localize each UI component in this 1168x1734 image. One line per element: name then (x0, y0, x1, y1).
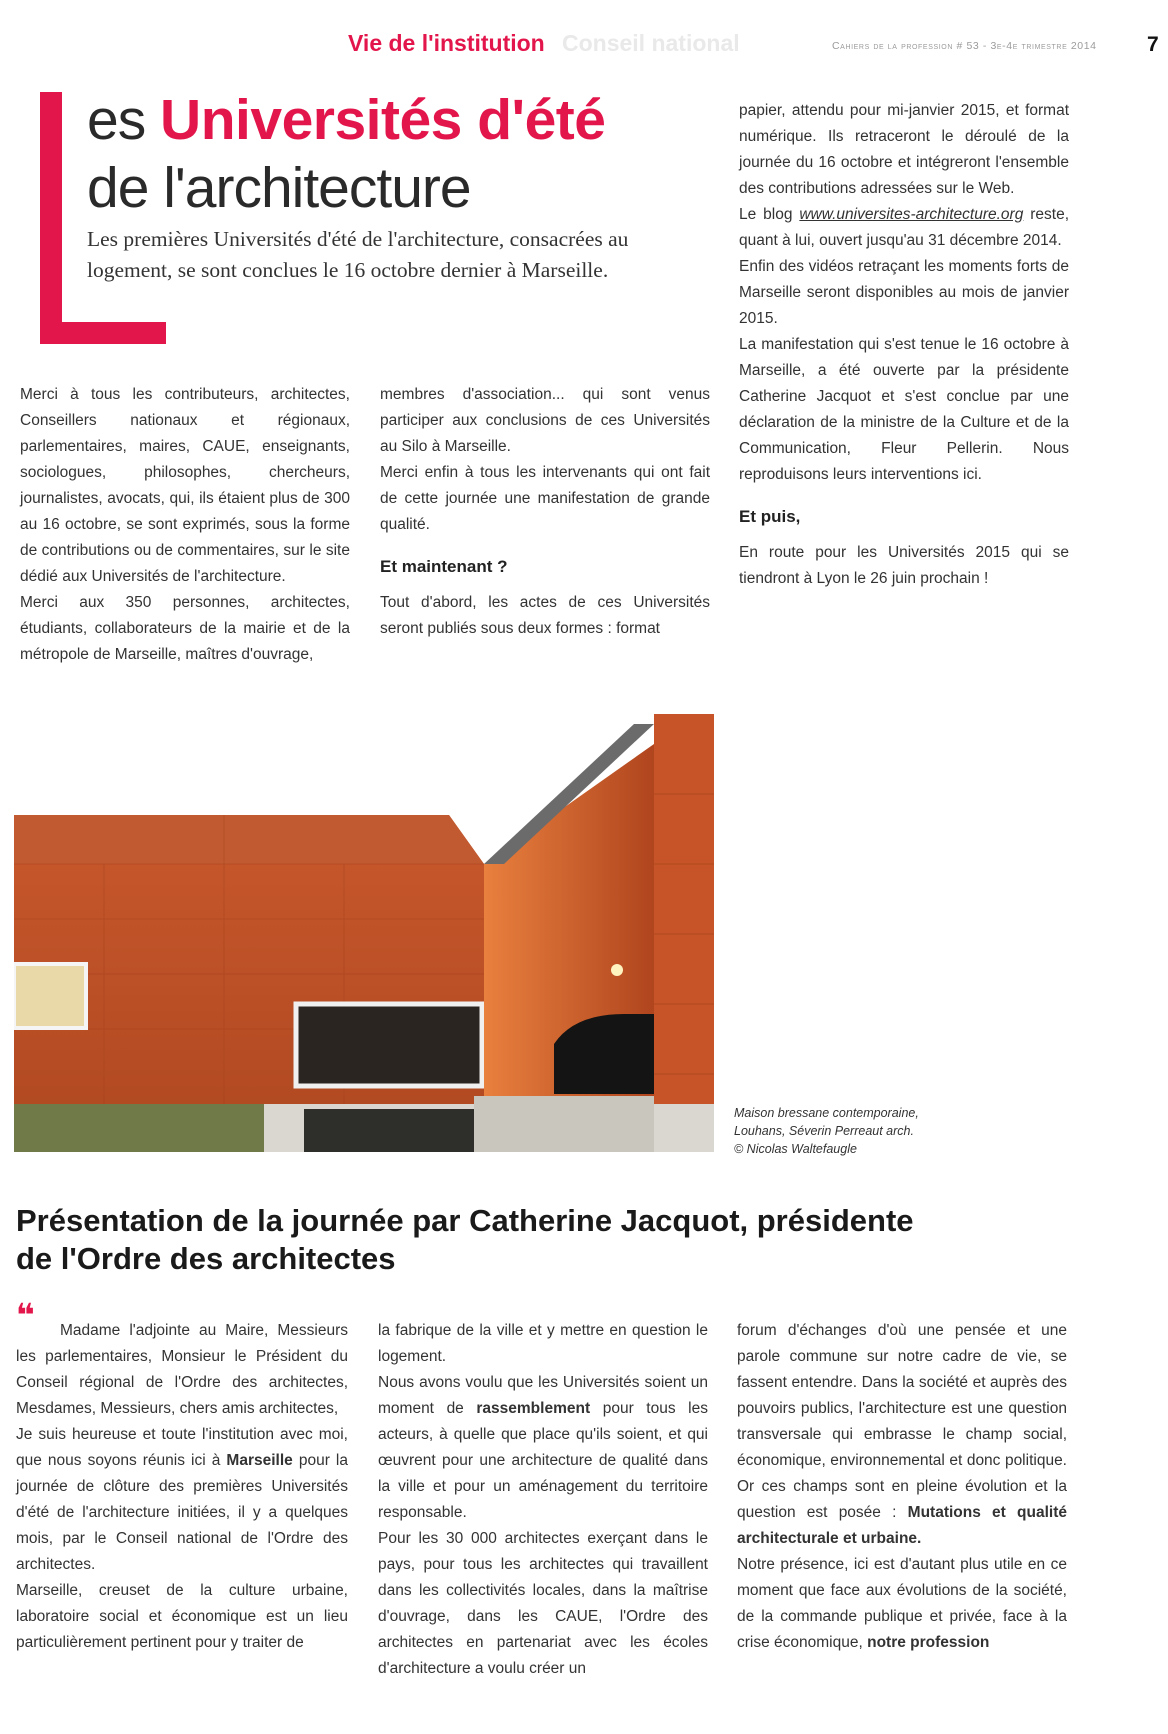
text: reste, quant à lui, ouvert jusqu'au 31 décembre 2014. (739, 206, 1070, 249)
paragraph: Pour les 30 000 architectes exerçant dans le pays, pour tous les architectes qui travaillent dans les collectivités locales, dans la maîtrise d'ouvrage, dans les CAUE, l'Ordre des architectes en partenariat avec les écoles d'architecture a voulu créer un (378, 1530, 708, 1677)
text: Notre présence, ici est d'autant plus utile en ce moment que face aux évolutions de la société, de la commande publique et privée, face à la crise économique, (737, 1556, 1067, 1651)
paragraph: Madame l'adjointe au Maire, Messieurs les parlementaires, Monsieur le Président du Conseil régional de l'Ordre des architectes, Mesdames, Messieurs, chers amis architectes, (16, 1322, 348, 1417)
house-photo (14, 714, 714, 1152)
paragraph: Merci aux 350 personnes, architectes, étudiants, collaborateurs de la mairie et de la métropole de Marseille, maîtres d'ouvrage, (20, 594, 350, 663)
caption-line: Maison bressane contemporaine, (734, 1106, 919, 1120)
article-column-3 (739, 98, 1069, 592)
paragraph: papier, attendu pour mi-janvier 2015, et format numérique. Ils retraceront le déroulé de la journée du 16 octobre et intégreront l'ensemble des contributions adressées sur le Web. (739, 102, 1069, 197)
caption-line: © Nicolas Waltefaugle (734, 1142, 857, 1156)
speech-column-1 (16, 1318, 348, 1656)
section-title: Vie de l'institution (348, 30, 545, 56)
paragraph (737, 1552, 1067, 1656)
article-title-line2: de l'architecture (87, 156, 471, 220)
caption-line: Louhans, Séverin Perreaut arch. (734, 1124, 914, 1138)
paragraph (739, 202, 1069, 254)
speech-column-2 (378, 1318, 708, 1682)
paragraph: En route pour les Universités 2015 qui se tiendront à Lyon le 26 juin prochain ! (739, 544, 1069, 587)
drop-cap-l-horizontal (40, 322, 166, 344)
house-illustration (14, 714, 714, 1152)
section2-title: Présentation de la journée par Catherine Jacquot, présidente de l'Ordre des architectes (16, 1203, 914, 1276)
text: pour tous les acteurs, à quelle que place qu'ils soient, et qui œuvrent pour une architecture de qualité dans la ville et pour un aménagement du territoire responsable. (378, 1400, 708, 1521)
text: forum d'échanges d'où une pensée et une parole commune sur notre cadre de vie, se fassent entendre. Dans la société et auprès des pouvoirs publics, l'architecture est une question transversale qui embrasse le champ social, économique, environnemental et donc politique. Or ces champs sont en pleine évolution et la question est posée : (737, 1322, 1067, 1521)
article-title-line1 (87, 88, 605, 152)
text: pour la journée de clôture des premières Universités d'été de l'architecture initiées, il y a quelques mois, par le Conseil national de l'Ordre des architectes. (16, 1452, 348, 1573)
article-column-1 (20, 382, 350, 668)
subheading-et-maintenant: Et maintenant ? (380, 557, 508, 576)
subheading-et-puis: Et puis, (739, 507, 801, 526)
emphasis: notre profession (867, 1634, 990, 1651)
emphasis: rassemblement (476, 1400, 591, 1417)
title-highlight: Universités d'été (160, 88, 606, 152)
photo-caption (734, 1104, 919, 1158)
text: Le blog (739, 206, 793, 223)
text: Nous avons voulu que les Universités soient un moment de (378, 1374, 708, 1417)
paragraph (737, 1318, 1067, 1552)
paragraph: Merci enfin à tous les intervenants qui ont fait de cette journée une manifestation de grande qualité. (380, 464, 710, 533)
page-number: 7 (1147, 33, 1159, 56)
paragraph: Marseille, creuset de la culture urbaine, laboratoire social et économique est un lieu particulièrement pertinent pour y traiter de (16, 1582, 348, 1651)
paragraph (378, 1370, 708, 1526)
subsection-title: Conseil national (562, 30, 740, 56)
blog-link[interactable]: www.universites-architecture.org (799, 206, 1024, 223)
article-column-2 (380, 382, 710, 642)
paragraph: Tout d'abord, les actes de ces Universités seront publiés sous deux formes : format (380, 594, 710, 637)
paragraph: membres d'association... qui sont venus participer aux conclusions de ces Universités au Silo à Marseille. (380, 386, 710, 455)
article-lede: Les premières Universités d'été de l'architecture, consacrées au logement, se sont conclues le 16 octobre dernier à Marseille. (87, 227, 629, 282)
speech-column-3 (737, 1318, 1067, 1656)
emphasis: Mutations et qualité architecturale et urbaine. (737, 1504, 1067, 1547)
emphasis: Marseille (226, 1452, 293, 1469)
paragraph: Enfin des vidéos retraçant les moments forts de Marseille seront disponibles au mois de janvier 2015. (739, 258, 1069, 327)
drop-cap-l-vertical (40, 92, 62, 344)
quote-mark-icon: ❝ (16, 1297, 35, 1333)
paragraph: La manifestation qui s'est tenue le 16 octobre à Marseille, a été ouverte par la présidente Catherine Jacquot et s'est conclue par une déclaration de la ministre de la Culture et de la Communication, Fleur Pellerin. Nous reproduisons leurs interventions ici. (739, 336, 1069, 483)
journal-reference: Cahiers de la profession # 53 - 3e-4e trimestre 2014 (832, 40, 1097, 52)
title-prefix: es (87, 88, 146, 152)
text: Je suis heureuse et toute l'institution avec moi, que nous soyons réunis ici à (16, 1426, 348, 1469)
paragraph: la fabrique de la ville et y mettre en question le logement. (378, 1322, 708, 1365)
paragraph: Merci à tous les contributeurs, architectes, Conseillers nationaux et régionaux, parlementaires, maires, CAUE, enseignants, sociologues, philosophes, chercheurs, journalistes, avocats, qui, ils étaient plus de 300 au 16 octobre, se sont exprimés, sous la forme de contributions ou de commentaires, sur le site dédié aux Universités de l'architecture. (20, 386, 350, 585)
paragraph (16, 1422, 348, 1578)
